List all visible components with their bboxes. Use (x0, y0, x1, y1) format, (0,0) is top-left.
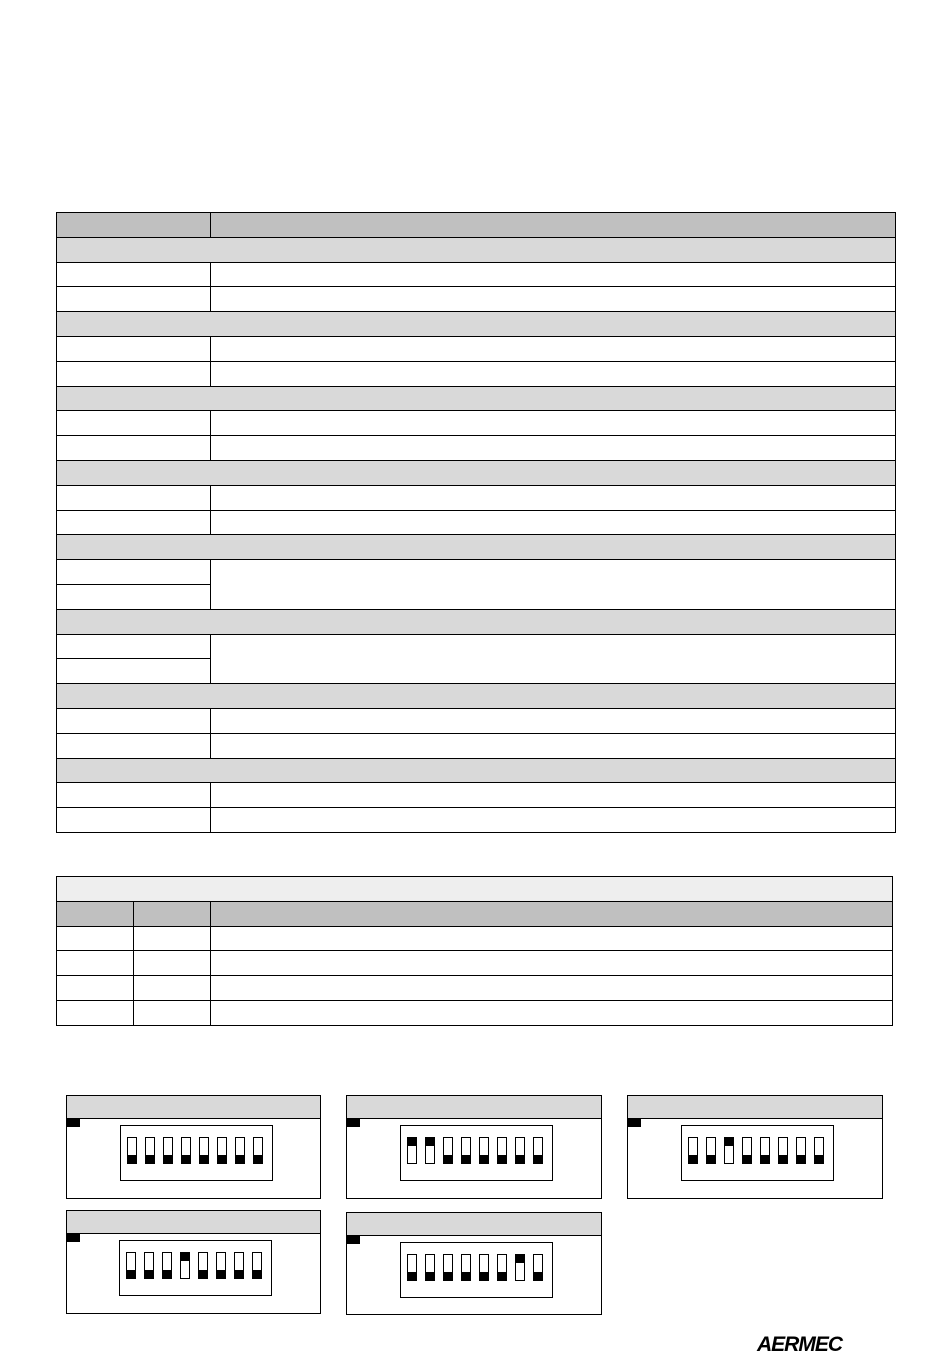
table-section-row (57, 237, 896, 262)
table-cell (211, 708, 896, 733)
legend-cell (211, 976, 893, 1001)
dip-switch-block (119, 1240, 272, 1296)
dip-switch-knob (199, 1155, 209, 1164)
table-section-cell (57, 609, 896, 634)
dip-panel-title-bar (347, 1213, 601, 1236)
table-cell (57, 436, 211, 461)
dip-switch-knob (407, 1137, 417, 1146)
legend-row (57, 1000, 893, 1025)
dip-switch-knob (533, 1272, 543, 1281)
table-row (57, 733, 896, 758)
table-cell (57, 783, 211, 808)
dip-panel-title-bar (347, 1096, 601, 1119)
dip-switch-knob (217, 1155, 227, 1164)
table-section-row (57, 684, 896, 709)
legend-cell (211, 951, 893, 976)
dip-switch-knob (425, 1137, 435, 1146)
led-indicator (347, 1236, 360, 1244)
table-header-cell (57, 213, 211, 238)
dip-switch[interactable] (126, 1252, 136, 1279)
dip-switch[interactable] (461, 1137, 471, 1164)
table-section-row (57, 386, 896, 411)
dip-switch[interactable] (688, 1137, 698, 1164)
table-cell (57, 361, 211, 386)
dip-switch[interactable] (162, 1252, 172, 1279)
dip-switch[interactable] (234, 1252, 244, 1279)
dip-switch-knob (127, 1155, 137, 1164)
dip-switch-knob (497, 1155, 507, 1164)
table-row (57, 436, 896, 461)
table-cell (57, 708, 211, 733)
table-row (57, 262, 896, 287)
dip-switch[interactable] (706, 1137, 716, 1164)
table-section-row (57, 758, 896, 783)
dip-panel-1 (66, 1095, 321, 1199)
table-row (57, 510, 896, 535)
table-cell (57, 336, 211, 361)
legend-cell (57, 976, 134, 1001)
legend-cell (134, 976, 211, 1001)
dip-switch-knob (778, 1155, 788, 1164)
dip-switch[interactable] (497, 1137, 507, 1164)
dip-switch[interactable] (425, 1254, 435, 1281)
dip-switch-knob (515, 1155, 525, 1164)
dip-switch-knob (126, 1270, 136, 1279)
dip-switch-knob (479, 1155, 489, 1164)
legend-cell (211, 926, 893, 951)
table-cell (57, 262, 211, 287)
dip-switch-knob (443, 1155, 453, 1164)
table-row (57, 634, 896, 659)
dip-switch[interactable] (144, 1252, 154, 1279)
dip-switch[interactable] (407, 1137, 417, 1164)
dip-switch[interactable] (724, 1137, 734, 1164)
dip-switch-knob (216, 1270, 226, 1279)
legend-cell (134, 926, 211, 951)
table-cell (211, 733, 896, 758)
led-indicator (628, 1119, 641, 1127)
dip-switch-knob (724, 1137, 734, 1146)
dip-switch-knob (425, 1272, 435, 1281)
table-cell (57, 634, 211, 659)
dip-switch[interactable] (235, 1137, 245, 1164)
dip-switch-knob (706, 1155, 716, 1164)
dip-switch[interactable] (443, 1254, 453, 1281)
table-cell (211, 510, 896, 535)
dip-switch-knob (253, 1155, 263, 1164)
legend-table (56, 876, 893, 1026)
table-cell (211, 436, 896, 461)
table-cell (211, 361, 896, 386)
dip-switch-knob (163, 1155, 173, 1164)
legend-cell (57, 951, 134, 976)
dip-switch-knob (181, 1155, 191, 1164)
dip-switch[interactable] (533, 1137, 543, 1164)
table-cell (57, 560, 211, 585)
table-row (57, 411, 896, 436)
table-cell (57, 659, 211, 684)
legend-cell (57, 1000, 134, 1025)
dip-switch-knob (497, 1272, 507, 1281)
legend-header-cell (134, 901, 211, 926)
table-cell (57, 584, 211, 609)
dip-switch-knob (461, 1155, 471, 1164)
table-row (57, 485, 896, 510)
dip-switch-knob (515, 1254, 525, 1263)
dip-switch[interactable] (216, 1252, 226, 1279)
dip-switch-knob (479, 1272, 489, 1281)
table-row (57, 287, 896, 312)
legend-row (57, 926, 893, 951)
table-section-cell (57, 535, 896, 560)
dip-switch-knob (760, 1155, 770, 1164)
dip-switch-knob (180, 1252, 190, 1261)
dip-switch-block (400, 1125, 553, 1181)
table-cell (57, 733, 211, 758)
dip-switch-knob (162, 1270, 172, 1279)
dip-switch-knob (145, 1155, 155, 1164)
table-section-row (57, 535, 896, 560)
dip-switch-knob (198, 1270, 208, 1279)
dip-switch[interactable] (181, 1137, 191, 1164)
led-indicator (347, 1119, 360, 1127)
dip-panel-5 (346, 1212, 602, 1315)
table-cell (211, 808, 896, 833)
dip-switch-knob (533, 1155, 543, 1164)
dip-switch[interactable] (479, 1137, 489, 1164)
dip-switch[interactable] (515, 1137, 525, 1164)
table-section-cell (57, 312, 896, 337)
table-row (57, 708, 896, 733)
dip-switch[interactable] (163, 1137, 173, 1164)
dip-switch-knob (796, 1155, 806, 1164)
legend-cell (57, 926, 134, 951)
dip-switch[interactable] (145, 1137, 155, 1164)
table-section-row (57, 609, 896, 634)
table-cell (57, 287, 211, 312)
dip-switch[interactable] (796, 1137, 806, 1164)
aermec-logo: AERMEC (757, 1333, 843, 1356)
dip-switch[interactable] (760, 1137, 770, 1164)
dip-switch[interactable] (180, 1252, 190, 1279)
table-merged-cell (211, 560, 896, 610)
dip-switch-block (681, 1125, 834, 1181)
dip-switch[interactable] (443, 1137, 453, 1164)
table-cell (57, 808, 211, 833)
dip-switch-knob (235, 1155, 245, 1164)
legend-row (57, 951, 893, 976)
dip-switch[interactable] (253, 1137, 263, 1164)
legend-table-title (57, 877, 893, 902)
dip-panel-2 (346, 1095, 602, 1199)
table-cell (211, 485, 896, 510)
table-section-row (57, 460, 896, 485)
table-cell (211, 287, 896, 312)
table-cell (57, 411, 211, 436)
dip-switch[interactable] (425, 1137, 435, 1164)
legend-cell (134, 1000, 211, 1025)
table-section-cell (57, 758, 896, 783)
dip-switch[interactable] (814, 1137, 824, 1164)
legend-cell (134, 951, 211, 976)
dip-switch[interactable] (742, 1137, 752, 1164)
table-section-cell (57, 460, 896, 485)
dip-panel-3 (627, 1095, 883, 1199)
table-cell (57, 485, 211, 510)
dip-switch[interactable] (461, 1254, 471, 1281)
table-row (57, 783, 896, 808)
table-section-cell (57, 237, 896, 262)
dip-switch[interactable] (217, 1137, 227, 1164)
legend-cell (211, 1000, 893, 1025)
table-cell (57, 510, 211, 535)
dip-switch-block (400, 1242, 553, 1298)
table-section-cell (57, 386, 896, 411)
dip-panel-4 (66, 1210, 321, 1314)
dip-switch[interactable] (199, 1137, 209, 1164)
dip-switch[interactable] (515, 1254, 525, 1281)
legend-row (57, 976, 893, 1001)
legend-header-cell (57, 901, 134, 926)
table-merged-cell (211, 634, 896, 684)
dip-switch-knob (814, 1155, 824, 1164)
dip-switch[interactable] (479, 1254, 489, 1281)
dip-switch-knob (688, 1155, 698, 1164)
dip-switch[interactable] (497, 1254, 507, 1281)
dip-switch-knob (407, 1272, 417, 1281)
dip-switch-knob (252, 1270, 262, 1279)
dip-switch[interactable] (407, 1254, 417, 1281)
dip-panel-title-bar (67, 1211, 320, 1234)
dip-panel-title-bar (628, 1096, 882, 1119)
table-section-row (57, 312, 896, 337)
dip-switch-knob (742, 1155, 752, 1164)
settings-table (56, 212, 896, 833)
legend-header-cell (211, 901, 893, 926)
table-row (57, 361, 896, 386)
table-cell (211, 783, 896, 808)
led-indicator (67, 1119, 80, 1127)
table-header-cell (211, 213, 896, 238)
dip-switch[interactable] (533, 1254, 543, 1281)
dip-panel-title-bar (67, 1096, 320, 1119)
led-indicator (67, 1234, 80, 1242)
dip-switch-knob (234, 1270, 244, 1279)
dip-switch[interactable] (198, 1252, 208, 1279)
table-cell (211, 336, 896, 361)
table-row (57, 560, 896, 585)
dip-switch-knob (443, 1272, 453, 1281)
table-cell (211, 411, 896, 436)
dip-switch[interactable] (778, 1137, 788, 1164)
dip-switch-block (120, 1125, 273, 1181)
dip-switch[interactable] (252, 1252, 262, 1279)
dip-switch-knob (144, 1270, 154, 1279)
table-row (57, 808, 896, 833)
table-row (57, 336, 896, 361)
table-section-cell (57, 684, 896, 709)
dip-switch-knob (461, 1272, 471, 1281)
dip-switch[interactable] (127, 1137, 137, 1164)
table-cell (211, 262, 896, 287)
table-header-row (57, 213, 896, 238)
